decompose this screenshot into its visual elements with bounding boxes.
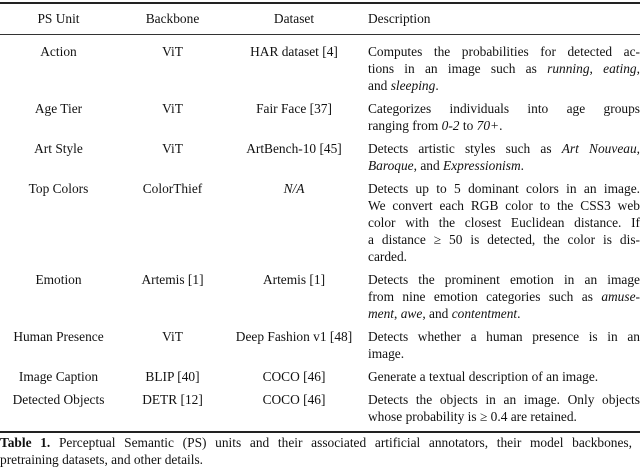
table-header-row <box>0 4 640 35</box>
description-text: Detects whether a human presence is in an <box>368 329 640 344</box>
description-text: image. <box>368 346 405 361</box>
description-text: a distance ≥ 50 is detected, the color is dis- <box>368 232 640 247</box>
description-line <box>368 60 640 77</box>
description-emphasis: Art Nouveau <box>561 141 637 156</box>
table-row <box>0 35 640 100</box>
description-cell <box>360 140 640 174</box>
description-text: from nine emotion categories such as <box>368 289 602 304</box>
header-ps-unit: PS Unit <box>37 11 80 26</box>
table-body <box>0 35 640 431</box>
description-line <box>368 140 640 157</box>
description-line <box>368 197 640 214</box>
table-row <box>0 100 640 140</box>
caption-line <box>0 434 632 451</box>
description-text: , <box>636 141 640 156</box>
table-caption <box>0 434 632 468</box>
description-line <box>368 180 640 197</box>
header-backbone: Backbone <box>145 11 200 26</box>
description-emphasis: running <box>547 61 590 76</box>
description-line <box>368 231 640 248</box>
description-text: We convert each RGB color to the CSS3 web <box>368 198 640 213</box>
dataset-cell: ArtBench-10 [45] <box>246 141 342 156</box>
description-line <box>368 345 640 362</box>
description-line <box>368 117 640 134</box>
description-text: Detects artistic styles such as <box>368 141 562 156</box>
description-text: , <box>636 61 640 76</box>
description-cell <box>360 271 640 322</box>
description-cell <box>360 43 640 94</box>
dataset-cell: COCO [46] <box>262 392 326 407</box>
caption-label: Table 1. <box>0 435 51 450</box>
dataset-cell: Fair Face [37] <box>256 101 332 116</box>
description-text: Generate a textual description of an image. <box>368 369 599 384</box>
table-row <box>0 328 640 368</box>
description-text: to <box>459 118 477 133</box>
description-line <box>368 248 640 265</box>
caption-line: pretraining datasets, and other details. <box>0 452 204 467</box>
ps-unit-cell: Art Style <box>34 141 83 156</box>
table-row <box>0 140 640 180</box>
description-line <box>368 43 640 60</box>
description-cell <box>360 328 640 362</box>
table-row <box>0 271 640 328</box>
dataset-cell: COCO [46] <box>262 369 326 384</box>
description-text: Categorizes individuals into age groups <box>368 101 640 116</box>
ps-unit-cell: Emotion <box>35 272 82 287</box>
description-line <box>368 157 640 174</box>
dataset-cell: N/A <box>283 181 305 196</box>
description-emphasis: eating <box>603 61 637 76</box>
dataset-cell: Artemis [1] <box>262 272 326 287</box>
description-text: . <box>499 118 503 133</box>
description-emphasis: sleeping <box>390 78 436 93</box>
description-line <box>368 271 640 288</box>
description-emphasis: amuse- <box>601 289 640 304</box>
ps-unit-cell: Detected Objects <box>12 392 105 407</box>
description-cell <box>360 100 640 134</box>
ps-unit-cell: Age Tier <box>34 101 83 116</box>
description-text: , <box>394 306 401 321</box>
description-text: tions in an image such as <box>368 61 548 76</box>
backbone-cell: ViT <box>162 141 183 156</box>
description-text: Detects the objects in an image. Only objects <box>368 392 640 407</box>
backbone-cell: Artemis [1] <box>141 272 204 287</box>
dataset-cell: Deep Fashion v1 [48] <box>235 329 353 344</box>
ps-unit-cell: Human Presence <box>13 329 104 344</box>
description-text: Detects the prominent emotion in an image <box>368 272 640 287</box>
header-dataset: Dataset <box>273 11 315 26</box>
description-line <box>368 391 640 408</box>
description-text: whose probability is ≥ 0.4 are retained. <box>368 409 577 424</box>
backbone-cell: ViT <box>162 101 183 116</box>
backbone-cell: BLIP [40] <box>145 369 200 384</box>
description-cell <box>360 368 640 385</box>
description-text: , and <box>422 306 452 321</box>
description-emphasis: 0-2 <box>441 118 460 133</box>
description-emphasis: ment <box>368 306 395 321</box>
ps-units-table <box>0 2 640 433</box>
description-line <box>368 408 640 425</box>
description-line <box>368 288 640 305</box>
ps-unit-cell: Image Caption <box>18 369 99 384</box>
description-emphasis: Baroque <box>368 158 414 173</box>
dataset-cell: HAR dataset [4] <box>250 44 338 59</box>
description-text: ranging from <box>368 118 442 133</box>
table-row <box>0 368 640 391</box>
table-row <box>0 391 640 431</box>
backbone-cell: ColorThief <box>142 181 203 196</box>
description-text: , and <box>413 158 444 173</box>
backbone-cell: DETR [12] <box>142 392 203 407</box>
description-emphasis: contentment <box>451 306 518 321</box>
description-line <box>368 368 640 385</box>
description-emphasis: awe <box>400 306 423 321</box>
description-line <box>368 305 640 322</box>
description-line <box>368 214 640 231</box>
caption-text: Perceptual Semantic (PS) units and their associated artificial annotators, their model backbones, <box>50 435 632 450</box>
description-line <box>368 328 640 345</box>
description-line <box>368 77 640 94</box>
description-cell <box>360 391 640 425</box>
description-text: . <box>517 306 521 321</box>
description-emphasis: 70+ <box>476 118 500 133</box>
description-text: , <box>589 61 604 76</box>
description-text: Detects up to 5 dominant colors in an image. <box>368 181 640 196</box>
backbone-cell: ViT <box>162 329 183 344</box>
header-description: Description <box>368 11 431 26</box>
description-text: and <box>368 78 391 93</box>
description-text: carded. <box>368 249 408 264</box>
description-text: . <box>435 78 439 93</box>
description-text: . <box>520 158 524 173</box>
ps-unit-cell: Action <box>40 44 77 59</box>
backbone-cell: ViT <box>162 44 183 59</box>
table-row <box>0 180 640 271</box>
description-text: Computes the probabilities for detected ac- <box>368 44 640 59</box>
description-emphasis: Expressionism <box>443 158 521 173</box>
description-cell <box>360 180 640 265</box>
description-text: color with the closest Euclidean distance. If <box>368 215 640 230</box>
ps-unit-cell: Top Colors <box>28 181 89 196</box>
description-line <box>368 100 640 117</box>
